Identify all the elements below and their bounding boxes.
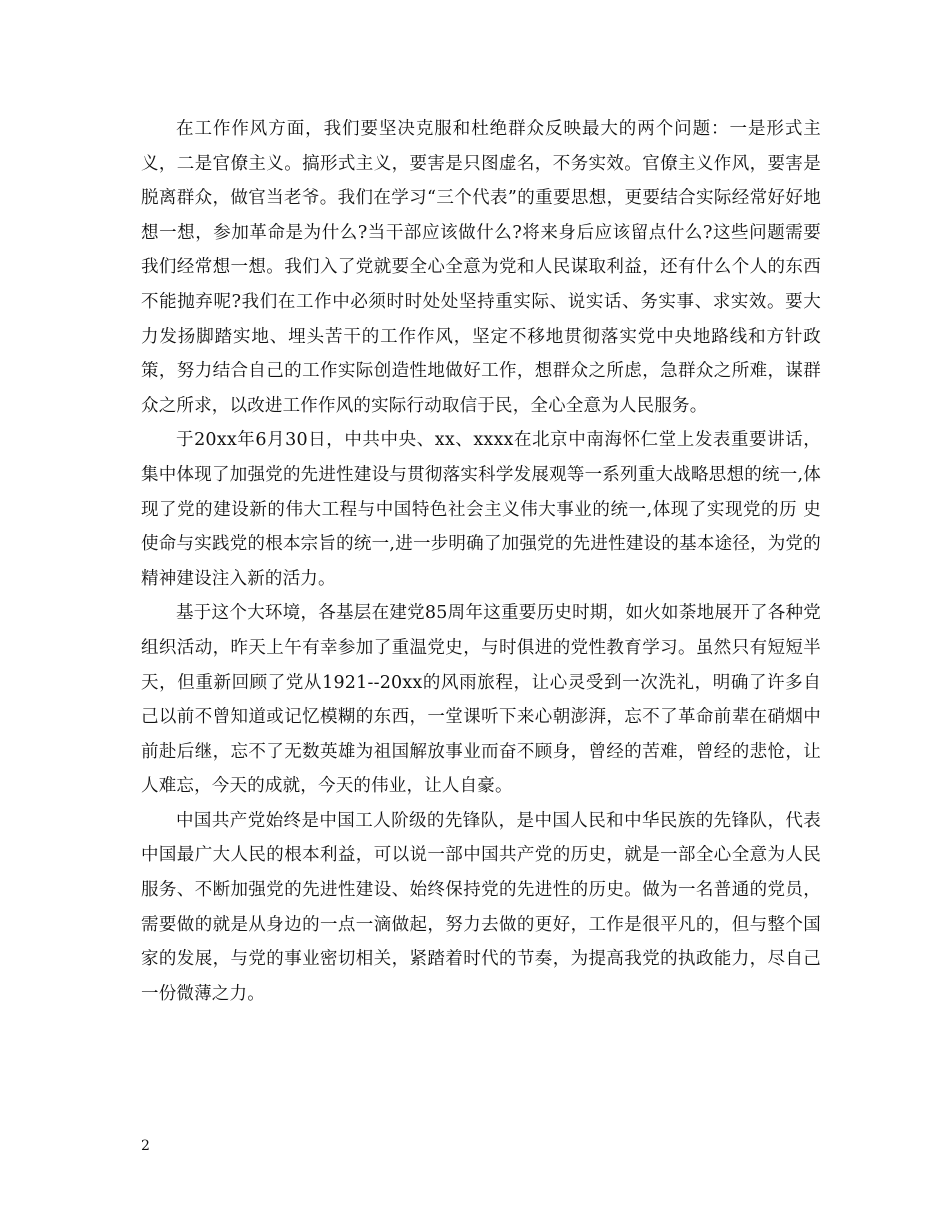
paragraph-party-history-study: 基于这个大环境，各基层在建党85周年这重要历史时期，如火如荼地展开了各种党组织活动，昨天上午有幸参加了重温党史，与时俱进的党性教育学习。虽然只有短短半天，但重新回顾了党从1921--20xx的风雨旅程，让心灵受到一次洗礼，明确了许多自己以前不曾知道或记忆模糊的东西，一堂课听下来心朝澎湃，忘不了革命前辈在硝烟中前赴后继，忘不了无数英雄为祖国解放事业而奋不顾身，曾经的苦难，曾经的悲怆，让人难忘，今天的成就，今天的伟业，让人自豪。 [141,603,821,797]
document-body [141,112,821,1011]
paragraph-work-style: 在工作作风方面，我们要坚决克服和杜绝群众反映最大的两个问题：一是形式主义，二是官僚主义。搞形式主义，要害是只图虚名，不务实效。官僚主义作风，要害是脱离群众，做官当老爷。我们在学习“三个代表”的重要思想，更要结合实际经常好好地想一想，参加革命是为什么?当干部应该做什么?将来身后应该留点什么?这些问题需要我们经常想一想。我们入了党就要全心全意为党和人民谋取利益，还有什么个人的东西不能抛弃呢?我们在工作中必须时时处处坚持重实际、说实话、务实事、求实效。要大力发扬脚踏实地、埋头苦干的工作作风，坚定不移地贯彻落实党中央地路线和方针政策，努力结合自己的工作实际创造性地做好工作，想群众之所虑，急群众之所难，谋群众之所求，以改进工作作风的实际行动取信于民，全心全意为人民服务。 [141,119,821,416]
paragraph-vanguard: 中国共产党始终是中国工人阶级的先锋队，是中国人民和中华民族的先锋队，代表中国最广大人民的根本利益，可以说一部中国共产党的历史，就是一部全心全意为人民服务、不断加强党的先进性建设、始终保持党的先进性的历史。做为一名普通的党员，需要做的就是从身边的一点一滴做起，努力去做的更好，工作是很平凡的，但与整个国家的发展，与党的事业密切相关，紧踏着时代的节奏，为提高我党的执政能力，尽自己一份微薄之力。 [141,810,821,1004]
paragraph-speech: 于20xx年6月30日，中共中央、xx、xxxx在北京中南海怀仁堂上发表重要讲话，集中体现了加强党的先进性建设与贯彻落实科学发展观等一系列重大战略思想的统一,体现了党的建设新的伟大工程与中国特色社会主义伟大事业的统一,体现了实现党的历 史使命与实践党的根本宗旨的统一,进一步明确了加强党的先进性建设的基本途径，为党的精神建设注入新的活力。 [141,430,821,589]
page-number: 2 [141,1138,150,1154]
